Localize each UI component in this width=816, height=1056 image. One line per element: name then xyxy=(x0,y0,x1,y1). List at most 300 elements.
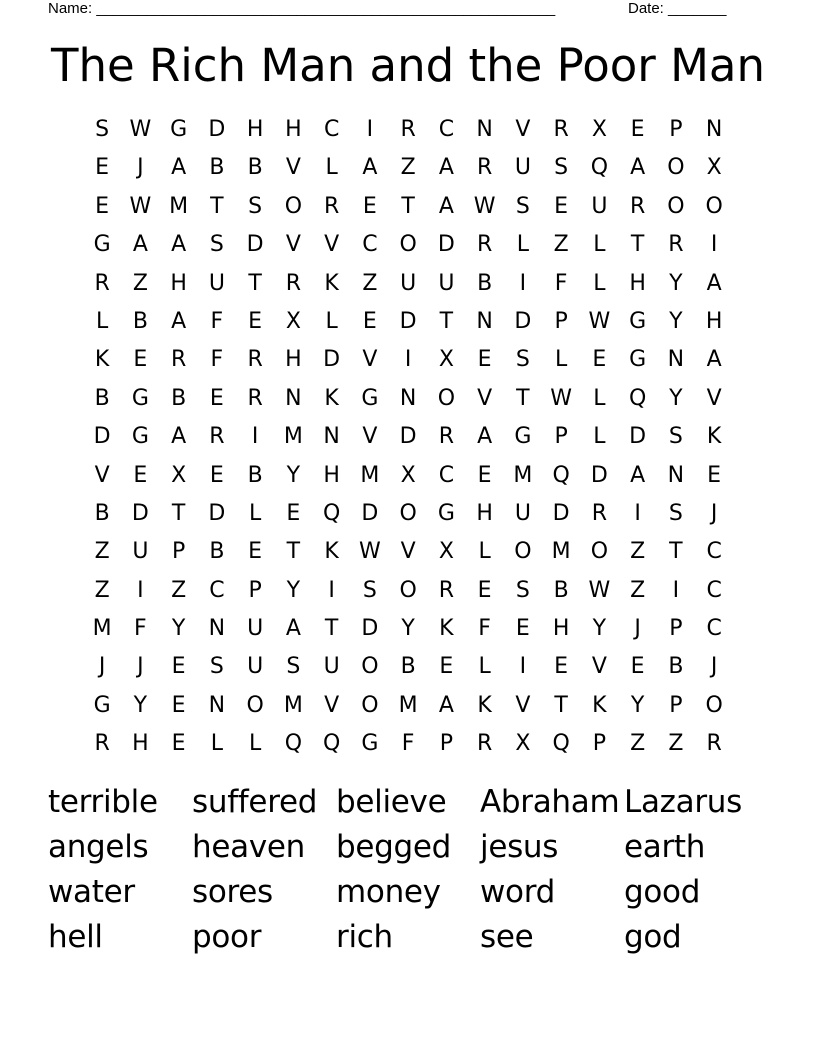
grid-letter: K xyxy=(592,692,607,718)
grid-letter: V xyxy=(515,692,531,718)
grid-letter: K xyxy=(94,347,110,373)
grid-letter: B xyxy=(553,577,569,603)
grid-letter: G xyxy=(514,424,532,450)
grid-letter: S xyxy=(515,193,530,219)
grid-letter: E xyxy=(477,347,492,373)
grid-letter: F xyxy=(210,347,224,373)
word-bank-item: hell xyxy=(48,919,103,955)
grid-letter: Y xyxy=(669,270,683,296)
page-title: The Rich Man and the Poor Man xyxy=(50,39,765,92)
grid-letter: R xyxy=(476,232,493,258)
grid-letter: U xyxy=(400,270,417,296)
grid-letter: Y xyxy=(401,616,415,642)
grid-letter: S xyxy=(515,347,530,373)
grid-letter: G xyxy=(93,692,111,718)
grid-letter: D xyxy=(323,347,341,373)
grid-letter: C xyxy=(438,117,455,142)
grid-letter: L xyxy=(95,308,109,334)
grid-letter: W xyxy=(358,539,381,565)
grid-letter: G xyxy=(131,385,149,411)
grid-letter: E xyxy=(554,654,569,680)
grid-letter: H xyxy=(476,500,493,526)
grid-letter: E xyxy=(515,616,530,642)
grid-letter: E xyxy=(477,577,492,603)
grid-letter: A xyxy=(706,347,722,373)
grid-letter: R xyxy=(323,193,340,219)
grid-letter: T xyxy=(401,193,415,219)
grid-letter: E xyxy=(592,347,607,373)
grid-letter: Z xyxy=(400,155,416,181)
grid-row xyxy=(83,533,733,571)
grid-row xyxy=(83,457,733,495)
grid-letter: P xyxy=(554,308,568,334)
grid-letter: H xyxy=(552,616,570,642)
grid-letter: C xyxy=(209,577,225,603)
word-bank-item: jesus xyxy=(480,829,559,865)
grid-letter: T xyxy=(248,270,262,296)
grid-letter: R xyxy=(438,577,455,603)
grid-letter: A xyxy=(706,270,722,296)
grid-letter: L xyxy=(516,232,529,258)
grid-letter: T xyxy=(324,616,339,642)
grid-row xyxy=(83,380,733,418)
grid-letter: N xyxy=(667,347,685,373)
word-bank xyxy=(48,781,768,961)
grid-letter: I xyxy=(328,577,335,603)
grid-letter: S xyxy=(95,117,110,142)
grid-letter: V xyxy=(285,155,301,181)
word-bank-row xyxy=(48,871,768,916)
grid-letter: U xyxy=(247,654,264,680)
grid-row xyxy=(83,725,733,763)
grid-letter: M xyxy=(92,616,112,642)
grid-letter: I xyxy=(519,270,527,296)
grid-letter: Q xyxy=(628,385,647,411)
grid-letter: S xyxy=(362,577,377,603)
word-bank-row xyxy=(48,781,768,826)
grid-row xyxy=(83,572,733,610)
grid-letter: E xyxy=(171,731,186,757)
grid-letter: E xyxy=(171,654,186,680)
grid-letter: K xyxy=(706,424,722,450)
date-field[interactable]: Date: _______ xyxy=(628,0,727,17)
word-bank-item: good xyxy=(624,874,701,910)
grid-letter: X xyxy=(171,462,187,488)
grid-letter: E xyxy=(630,654,645,680)
word-bank-item: god xyxy=(624,919,682,955)
grid-letter: Z xyxy=(630,731,646,757)
grid-letter: X xyxy=(706,155,722,181)
grid-letter: Z xyxy=(630,539,646,565)
word-bank-item: money xyxy=(336,874,441,910)
grid-letter: I xyxy=(137,577,144,603)
grid-letter: O xyxy=(284,193,303,219)
word-bank-item: poor xyxy=(192,919,262,955)
grid-letter: Z xyxy=(630,577,646,603)
grid-letter: I xyxy=(251,424,259,450)
grid-letter: E xyxy=(554,193,569,219)
grid-letter: B xyxy=(668,654,684,680)
grid-letter: L xyxy=(325,308,338,334)
grid-letter: B xyxy=(209,539,225,565)
grid-letter: I xyxy=(710,232,718,258)
grid-row xyxy=(83,341,733,379)
word-bank-item: water xyxy=(48,874,135,910)
word-bank-item: see xyxy=(480,919,534,955)
grid-letter: V xyxy=(706,385,722,411)
grid-letter: N xyxy=(476,117,493,142)
grid-letter: T xyxy=(171,500,186,526)
grid-letter: A xyxy=(171,308,187,334)
grid-letter: Z xyxy=(132,270,148,296)
grid-letter: V xyxy=(324,692,340,718)
grid-letter: G xyxy=(93,232,111,258)
grid-letter: R xyxy=(476,155,493,181)
grid-letter: B xyxy=(247,462,263,488)
grid-letter: G xyxy=(437,500,455,526)
word-bank-item: believe xyxy=(336,784,447,820)
grid-letter: R xyxy=(247,347,263,373)
grid-letter: H xyxy=(132,731,149,757)
word-bank-row xyxy=(48,826,768,871)
grid-letter: N xyxy=(476,308,493,334)
grid-letter: Z xyxy=(553,232,569,258)
grid-letter: R xyxy=(553,117,569,142)
grid-letter: E xyxy=(95,193,110,219)
grid-letter: K xyxy=(477,692,492,718)
grid-letter: O xyxy=(437,385,456,411)
grid-letter: D xyxy=(514,308,532,334)
grid-letter: Y xyxy=(171,616,186,642)
grid-letter: K xyxy=(324,539,339,565)
word-bank-item: Lazarus xyxy=(624,784,742,820)
grid-letter: P xyxy=(248,577,262,603)
grid-letter: L xyxy=(478,539,491,565)
grid-letter: Y xyxy=(286,577,301,603)
grid-letter: J xyxy=(137,155,144,181)
grid-letter: R xyxy=(400,117,416,142)
grid-letter: J xyxy=(98,654,106,680)
grid-letter: C xyxy=(362,232,378,258)
grid-letter: R xyxy=(247,385,263,411)
grid-letter: A xyxy=(477,424,493,450)
grid-letter: D xyxy=(131,500,149,526)
grid-letter: M xyxy=(513,462,533,488)
grid-letter: Y xyxy=(669,385,683,411)
grid-letter: Q xyxy=(552,462,570,488)
grid-letter: E xyxy=(707,462,722,488)
grid-letter: E xyxy=(209,385,224,411)
name-field[interactable]: Name: _______________________________________________________ xyxy=(48,0,556,17)
grid-letter: P xyxy=(592,731,607,757)
grid-letter: A xyxy=(438,692,454,718)
grid-letter: Q xyxy=(590,155,609,181)
grid-letter: Z xyxy=(94,539,110,565)
grid-row xyxy=(83,495,733,533)
grid-letter: X xyxy=(438,539,454,565)
grid-letter: U xyxy=(591,193,608,219)
grid-letter: B xyxy=(94,500,110,526)
grid-letter: E xyxy=(630,117,645,142)
grid-letter: E xyxy=(248,539,263,565)
grid-letter: Q xyxy=(284,731,303,757)
grid-letter: W xyxy=(129,193,152,219)
grid-letter: O xyxy=(667,193,685,219)
grid-letter: N xyxy=(705,117,723,142)
grid-letter: W xyxy=(588,308,611,334)
grid-letter: B xyxy=(400,654,416,680)
grid-letter: H xyxy=(170,270,187,296)
grid-letter: P xyxy=(669,692,683,718)
word-bank-item: begged xyxy=(336,829,452,865)
grid-letter: N xyxy=(208,692,226,718)
grid-letter: B xyxy=(132,308,148,334)
grid-letter: Y xyxy=(669,308,683,334)
grid-letter: U xyxy=(247,616,264,642)
grid-letter: H xyxy=(285,347,302,373)
grid-letter: O xyxy=(361,692,379,718)
grid-letter: F xyxy=(554,270,568,296)
grid-letter: A xyxy=(362,155,378,181)
grid-letter: V xyxy=(477,385,493,411)
grid-letter: R xyxy=(591,500,608,526)
grid-letter: X xyxy=(591,117,607,142)
grid-letter: H xyxy=(323,462,340,488)
grid-letter: N xyxy=(399,385,417,411)
grid-letter: A xyxy=(438,155,454,181)
grid-row xyxy=(83,111,733,149)
grid-letter: M xyxy=(283,424,303,450)
grid-letter: W xyxy=(473,193,496,219)
grid-letter: M xyxy=(283,692,303,718)
grid-row xyxy=(83,226,733,264)
grid-letter: E xyxy=(439,654,454,680)
grid-letter: T xyxy=(554,692,568,718)
grid-letter: M xyxy=(398,692,418,718)
grid-letter: H xyxy=(629,270,646,296)
grid-letter: P xyxy=(554,424,568,450)
grid-row xyxy=(83,687,733,725)
grid-letter: E xyxy=(362,193,377,219)
grid-letter: S xyxy=(209,232,224,258)
grid-letter: C xyxy=(706,577,722,603)
grid-letter: Z xyxy=(171,577,187,603)
grid-letter: H xyxy=(285,117,302,142)
grid-letter: R xyxy=(476,731,493,757)
grid-letter: G xyxy=(629,347,647,373)
grid-letter: I xyxy=(519,654,527,680)
grid-letter: A xyxy=(171,424,187,450)
grid-letter: P xyxy=(171,539,186,565)
grid-letter: P xyxy=(669,616,683,642)
grid-letter: P xyxy=(439,731,454,757)
grid-letter: E xyxy=(248,308,263,334)
grid-letter: Q xyxy=(322,731,341,757)
grid-letter: L xyxy=(554,347,568,373)
word-bank-item: sores xyxy=(192,874,273,910)
grid-letter: E xyxy=(171,692,186,718)
grid-letter: R xyxy=(629,193,646,219)
grid-letter: Q xyxy=(322,500,341,526)
grid-letter: D xyxy=(93,424,111,450)
grid-letter: O xyxy=(399,577,417,603)
grid-letter: U xyxy=(208,270,225,296)
grid-letter: G xyxy=(361,731,379,757)
grid-letter: S xyxy=(668,424,683,450)
grid-letter: K xyxy=(324,385,339,411)
grid-letter: V xyxy=(362,347,378,373)
grid-letter: E xyxy=(133,462,148,488)
grid-letter: Z xyxy=(94,577,110,603)
grid-letter: L xyxy=(593,270,606,296)
grid-letter: R xyxy=(668,232,684,258)
grid-letter: S xyxy=(554,155,569,181)
grid-letter: L xyxy=(248,731,262,757)
grid-letter: U xyxy=(132,539,149,565)
grid-letter: R xyxy=(285,270,302,296)
grid-letter: T xyxy=(286,539,301,565)
grid-row xyxy=(83,648,733,686)
grid-letter: L xyxy=(593,424,606,450)
grid-letter: O xyxy=(590,539,609,565)
grid-letter: N xyxy=(323,424,340,450)
grid-row xyxy=(83,303,733,341)
grid-letter: A xyxy=(171,155,187,181)
grid-letter: J xyxy=(634,616,641,642)
grid-letter: V xyxy=(94,462,110,488)
grid-letter: I xyxy=(672,577,680,603)
header xyxy=(48,0,740,20)
grid-letter: C xyxy=(438,462,455,488)
grid-letter: D xyxy=(629,424,647,450)
grid-letter: E xyxy=(477,462,492,488)
grid-letter: O xyxy=(667,155,685,181)
grid-letter: A xyxy=(171,232,187,258)
grid-row xyxy=(83,418,733,456)
grid-letter: D xyxy=(437,232,455,258)
grid-letter: O xyxy=(399,232,417,258)
grid-letter: K xyxy=(439,616,454,642)
grid-letter: H xyxy=(705,308,723,334)
grid-letter: X xyxy=(285,308,301,334)
grid-letter: G xyxy=(170,117,188,142)
grid-letter: G xyxy=(629,308,647,334)
grid-letter: D xyxy=(399,424,417,450)
grid-letter: R xyxy=(94,731,110,757)
grid-letter: R xyxy=(209,424,225,450)
grid-letter: Y xyxy=(630,692,645,718)
grid-letter: N xyxy=(285,385,302,411)
grid-letter: D xyxy=(552,500,570,526)
grid-letter: T xyxy=(669,539,683,565)
grid-letter: T xyxy=(630,232,645,258)
grid-letter: C xyxy=(706,616,722,642)
grid-letter: F xyxy=(134,616,147,642)
word-bank-item: angels xyxy=(48,829,149,865)
grid-letter: B xyxy=(209,155,225,181)
grid-letter: B xyxy=(477,270,493,296)
grid-letter: L xyxy=(210,731,223,757)
word-bank-item: rich xyxy=(336,919,393,955)
grid-letter: D xyxy=(590,462,608,488)
grid-letter: R xyxy=(94,270,110,296)
grid-letter: A xyxy=(630,155,646,181)
grid-letter: A xyxy=(132,232,148,258)
grid-letter: O xyxy=(399,500,417,526)
grid-letter: X xyxy=(400,462,416,488)
grid-letter: P xyxy=(669,117,683,142)
grid-row xyxy=(83,610,733,648)
grid-letter: M xyxy=(169,193,189,219)
grid-letter: Q xyxy=(552,731,570,757)
grid-letter: O xyxy=(246,692,264,718)
grid-letter: O xyxy=(705,692,723,718)
grid-letter: T xyxy=(516,385,530,411)
grid-letter: U xyxy=(323,654,340,680)
grid-letter: E xyxy=(209,462,224,488)
grid-letter: D xyxy=(361,616,379,642)
grid-letter: I xyxy=(634,500,641,526)
grid-letter: F xyxy=(210,308,224,334)
grid-letter: D xyxy=(208,500,226,526)
grid-letter: V xyxy=(362,424,378,450)
grid-letter: G xyxy=(131,424,149,450)
word-bank-item: earth xyxy=(624,829,706,865)
grid-letter: C xyxy=(706,539,722,565)
grid-letter: N xyxy=(208,616,226,642)
grid-letter: D xyxy=(361,500,379,526)
grid-letter: R xyxy=(438,424,455,450)
word-bank-item: heaven xyxy=(192,829,305,865)
grid-letter: M xyxy=(551,539,571,565)
grid-letter: O xyxy=(361,654,379,680)
grid-letter: Y xyxy=(133,692,148,718)
grid-letter: E xyxy=(133,347,148,373)
grid-letter: O xyxy=(705,193,723,219)
grid-letter: U xyxy=(514,155,531,181)
grid-letter: A xyxy=(438,193,454,219)
grid-letter: T xyxy=(439,308,454,334)
grid-letter: Z xyxy=(668,731,684,757)
grid-letter: Z xyxy=(362,270,378,296)
grid-letter: F xyxy=(478,616,491,642)
grid-letter: J xyxy=(710,654,718,680)
grid-letter: J xyxy=(137,654,144,680)
grid-letter: W xyxy=(129,117,152,142)
grid-letter: L xyxy=(325,155,338,181)
grid-letter: U xyxy=(514,500,531,526)
grid-letter: V xyxy=(324,232,340,258)
grid-letter: L xyxy=(248,500,262,526)
grid-letter: E xyxy=(95,155,110,181)
grid-row xyxy=(83,149,733,187)
grid-letter: D xyxy=(399,308,417,334)
grid-letter: S xyxy=(248,193,263,219)
grid-letter: V xyxy=(285,232,301,258)
grid-letter: W xyxy=(588,577,611,603)
grid-letter: V xyxy=(591,654,607,680)
grid-letter: N xyxy=(667,462,685,488)
grid-letter: G xyxy=(361,385,379,411)
grid-row xyxy=(83,188,733,226)
grid-letter: H xyxy=(246,117,264,142)
grid-letter: M xyxy=(360,462,380,488)
grid-letter: D xyxy=(208,117,226,142)
grid-letter: I xyxy=(404,347,412,373)
grid-letter: A xyxy=(630,462,646,488)
word-search-grid xyxy=(83,111,733,764)
word-bank-item: terrible xyxy=(48,784,158,820)
